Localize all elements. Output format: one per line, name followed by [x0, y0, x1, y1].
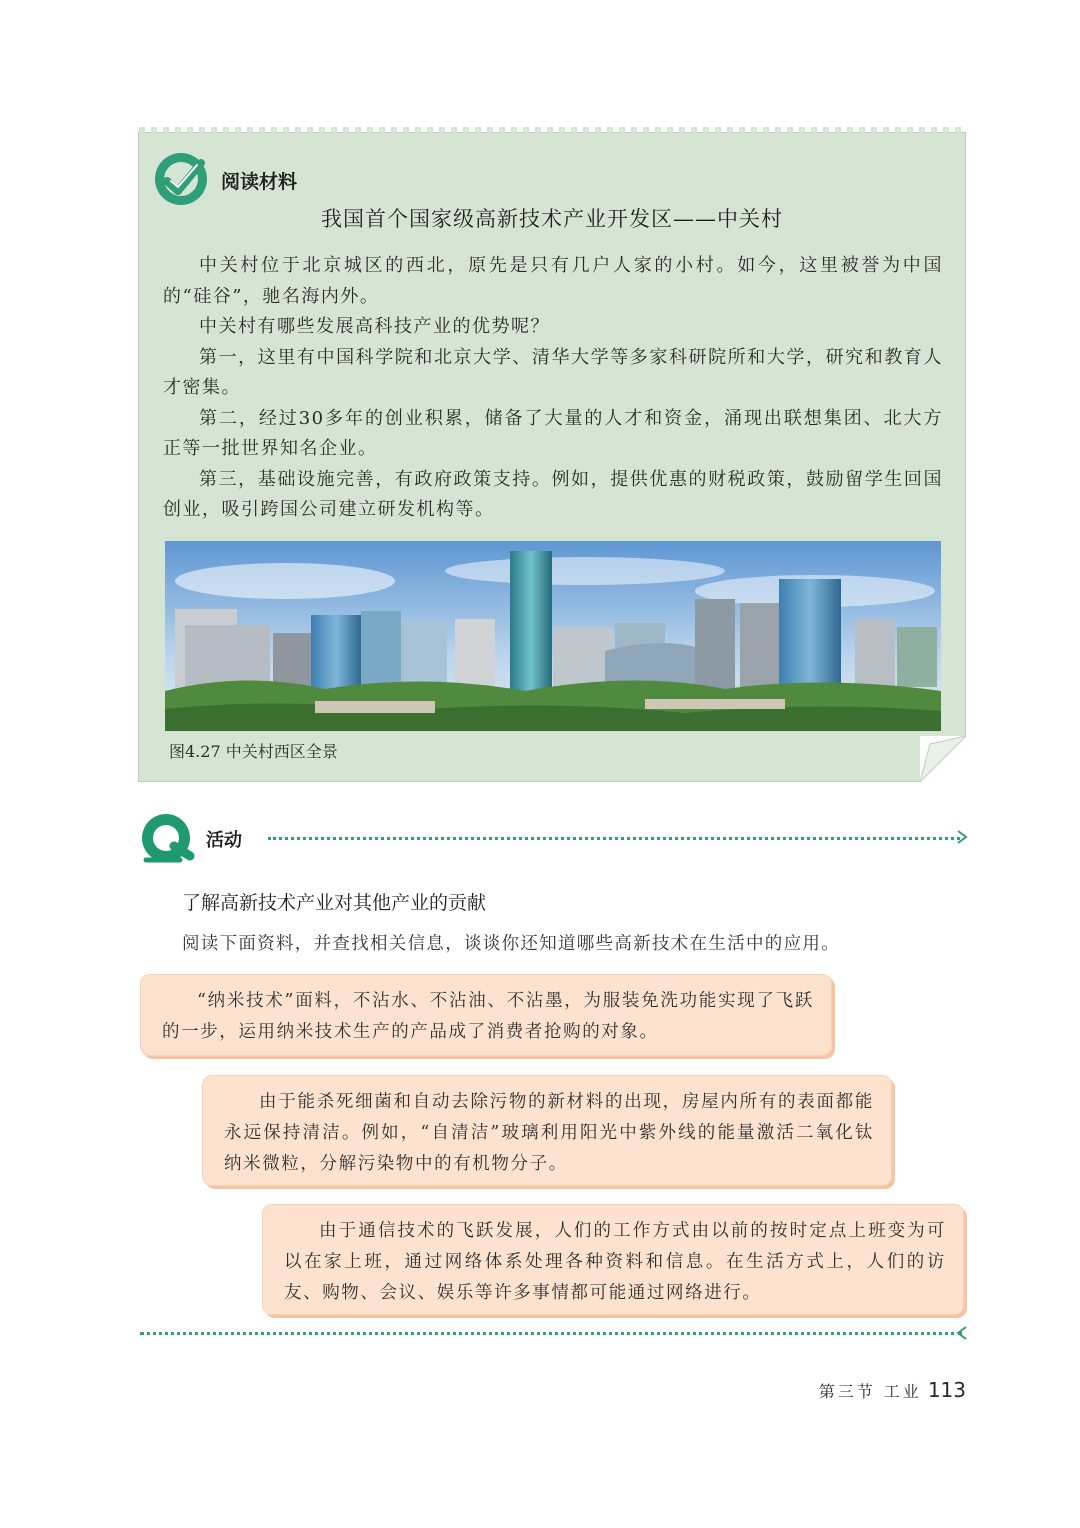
reading-body — [163, 251, 943, 526]
note-card — [140, 974, 832, 1056]
reading-material-box — [138, 132, 966, 782]
reading-paragraph: 中关村位于北京城区的西北，原先是只有几户人家的小村。如今，这里被誉为中国的“硅谷”，驰名海内外。 — [163, 255, 943, 307]
section-name: 第三节 工业 — [818, 1382, 922, 1401]
reading-check-icon — [153, 151, 209, 211]
reading-paragraph: 第一，这里有中国科学院和北京大学、清华大学等多家科研院所和大学，研究和教育人才密集。 — [163, 346, 943, 398]
activity-title: 了解高新技术产业对其他产业的贡献 — [182, 893, 487, 914]
arrow-left-icon — [956, 1325, 968, 1345]
reading-title: 我国首个国家级高新技术产业开发区——中关村 — [321, 207, 783, 231]
note-text: “纳米技术”面料，不沾水、不沾油、不沾墨，为服装免洗功能实现了飞跃的一步，运用纳米技术生产的产品成了消费者抢购的对象。 — [162, 991, 814, 1042]
note-text: 由于能杀死细菌和自动去除污物的新材料的出现，房屋内所有的表面都能永远保持清洁。例如，“自清洁”玻璃利用阳光中紫外线的能量激活二氧化钛纳米微粒，分解污染物中的有机物分子。 — [224, 1092, 874, 1174]
note-card — [202, 1075, 892, 1186]
dotted-divider-top — [268, 837, 960, 840]
page-number: 113 — [927, 1378, 966, 1402]
figure-caption: 图4.27 中关村西区全景 — [169, 742, 338, 761]
reading-label: 阅读材料 — [221, 171, 298, 193]
zhongguancun-panorama-photo — [165, 541, 941, 731]
deckle-edge — [139, 127, 965, 137]
dotted-divider-bottom — [140, 1332, 962, 1335]
activity-instruction: 阅读下面资料，并查找相关信息，谈谈你还知道哪些高新技术在生活中的应用。 — [182, 934, 840, 954]
note-text: 由于通信技术的飞跃发展，人们的工作方式由以前的按时定点上班变为可以在家上班，通过网络体系处理各种资料和信息。在生活方式上，人们的访友、购物、会议、娱乐等许多事情都可能通过网络进行。 — [284, 1221, 946, 1303]
page-fold-corner — [920, 736, 966, 782]
page-footer — [819, 1378, 966, 1402]
reading-paragraph: 中关村有哪些发展高科技产业的优势呢？ — [199, 316, 550, 337]
reading-paragraph: 第二，经过30多年的创业积累，储备了大量的人才和资金，涌现出联想集团、北大方正等一批世界知名企业。 — [163, 407, 943, 459]
note-card — [262, 1204, 964, 1315]
activity-icon — [140, 812, 196, 872]
reading-paragraph: 第三，基础设施完善，有政府政策支持。例如，提供优惠的财税政策，鼓励留学生回国创业，吸引跨国公司建立研发机构等。 — [163, 468, 943, 520]
arrow-right-icon — [956, 829, 968, 849]
activity-label: 活动 — [206, 830, 242, 851]
